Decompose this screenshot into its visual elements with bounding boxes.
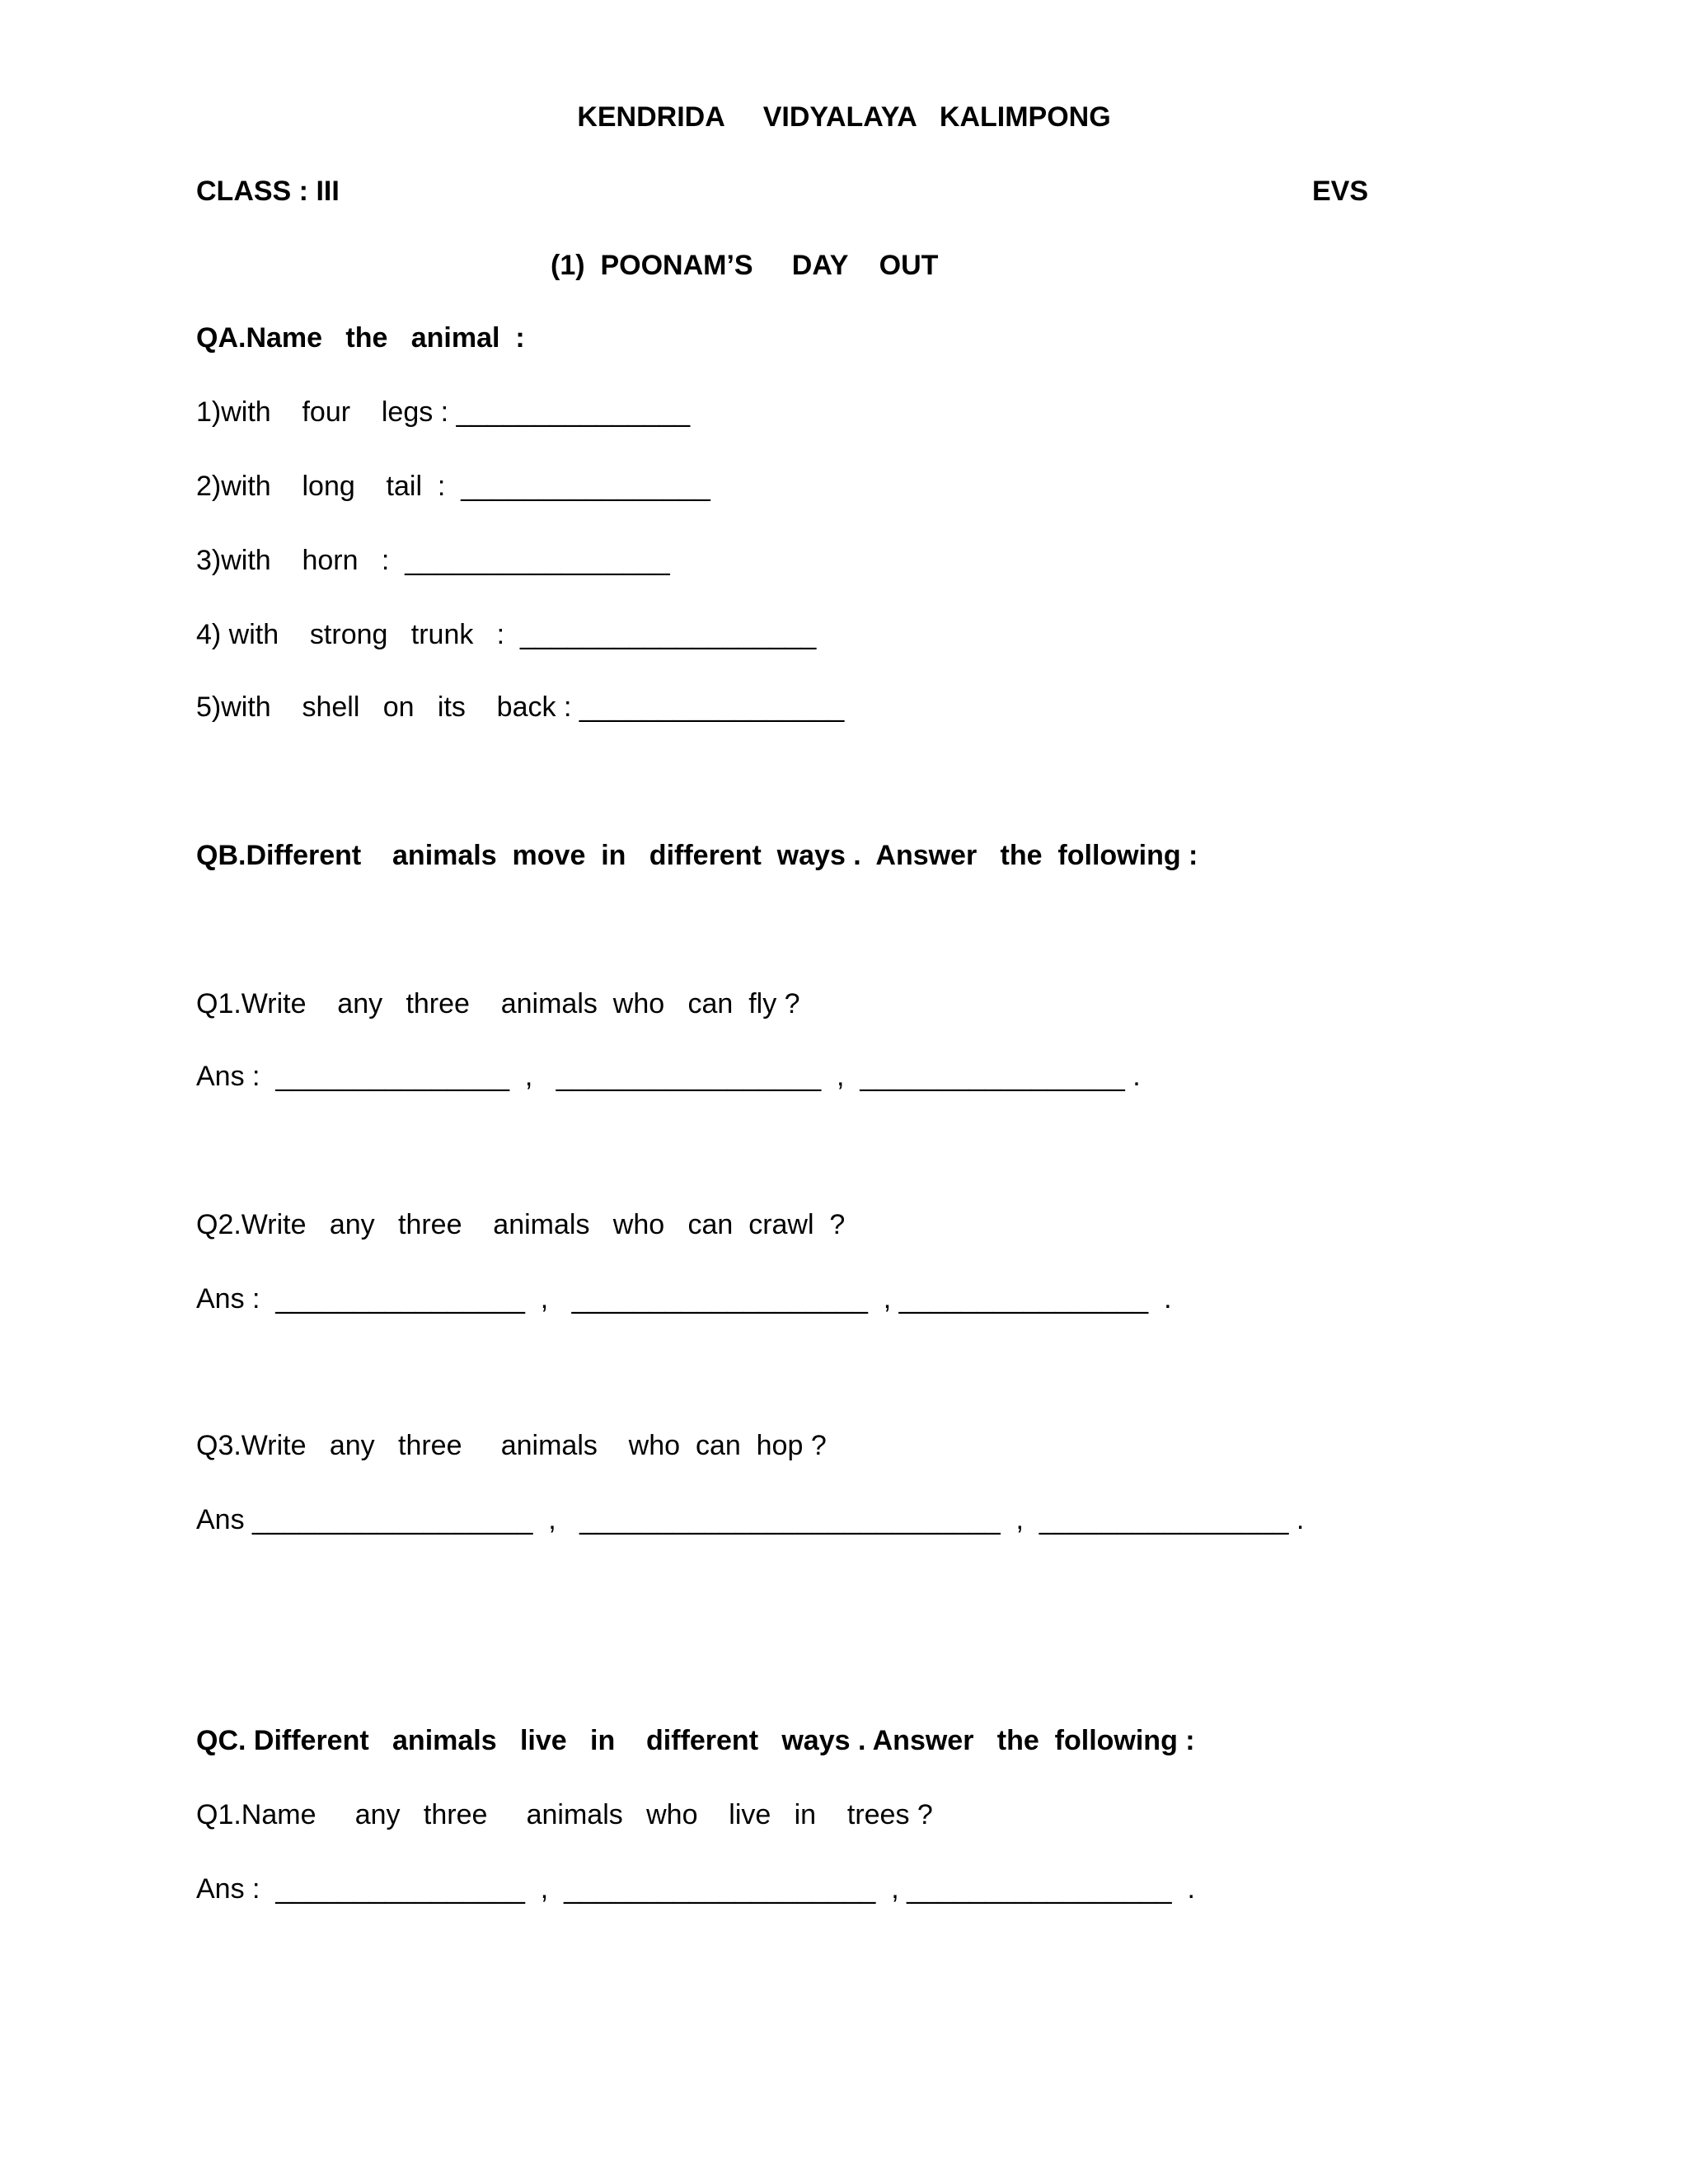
section-a-item: 4) with strong trunk : ___________________ — [196, 619, 817, 650]
section-c-answer: Ans : ________________ , ____________________ , _________________ . — [196, 1873, 1195, 1905]
section-b-question: Q2.Write any three animals who can crawl ? — [196, 1209, 846, 1240]
school-name: KENDRIDA VIDYALAYA KALIMPONG — [577, 101, 1111, 133]
section-b-answer: Ans : _______________ , _________________ , _________________ . — [196, 1061, 1141, 1092]
section-c-question: Q1.Name any three animals who live in trees ? — [196, 1799, 933, 1830]
section-a-item: 1)with four legs : _______________ — [196, 396, 691, 428]
section-b-heading: QB.Different animals move in different ways . Answer the following : — [196, 840, 1198, 871]
section-a-item: 2)with long tail : ________________ — [196, 471, 710, 502]
class-label: CLASS : III — [196, 176, 340, 207]
subject-label: EVS — [1312, 176, 1369, 207]
section-a-item: 3)with horn : _________________ — [196, 545, 670, 576]
section-a-heading: QA.Name the animal : — [196, 322, 525, 354]
section-c-heading: QC. Different animals live in different ways . Answer the following : — [196, 1725, 1195, 1756]
section-b-answer: Ans __________________ , ___________________________ , ________________ . — [196, 1504, 1305, 1535]
section-b-answer: Ans : ________________ , ___________________ , ________________ . — [196, 1283, 1172, 1315]
lesson-title: (1) POONAM’S DAY OUT — [551, 250, 939, 281]
section-a-item: 5)with shell on its back : _________________ — [196, 691, 845, 723]
section-b-question: Q1.Write any three animals who can fly ? — [196, 988, 800, 1019]
section-b-question: Q3.Write any three animals who can hop ? — [196, 1430, 827, 1461]
